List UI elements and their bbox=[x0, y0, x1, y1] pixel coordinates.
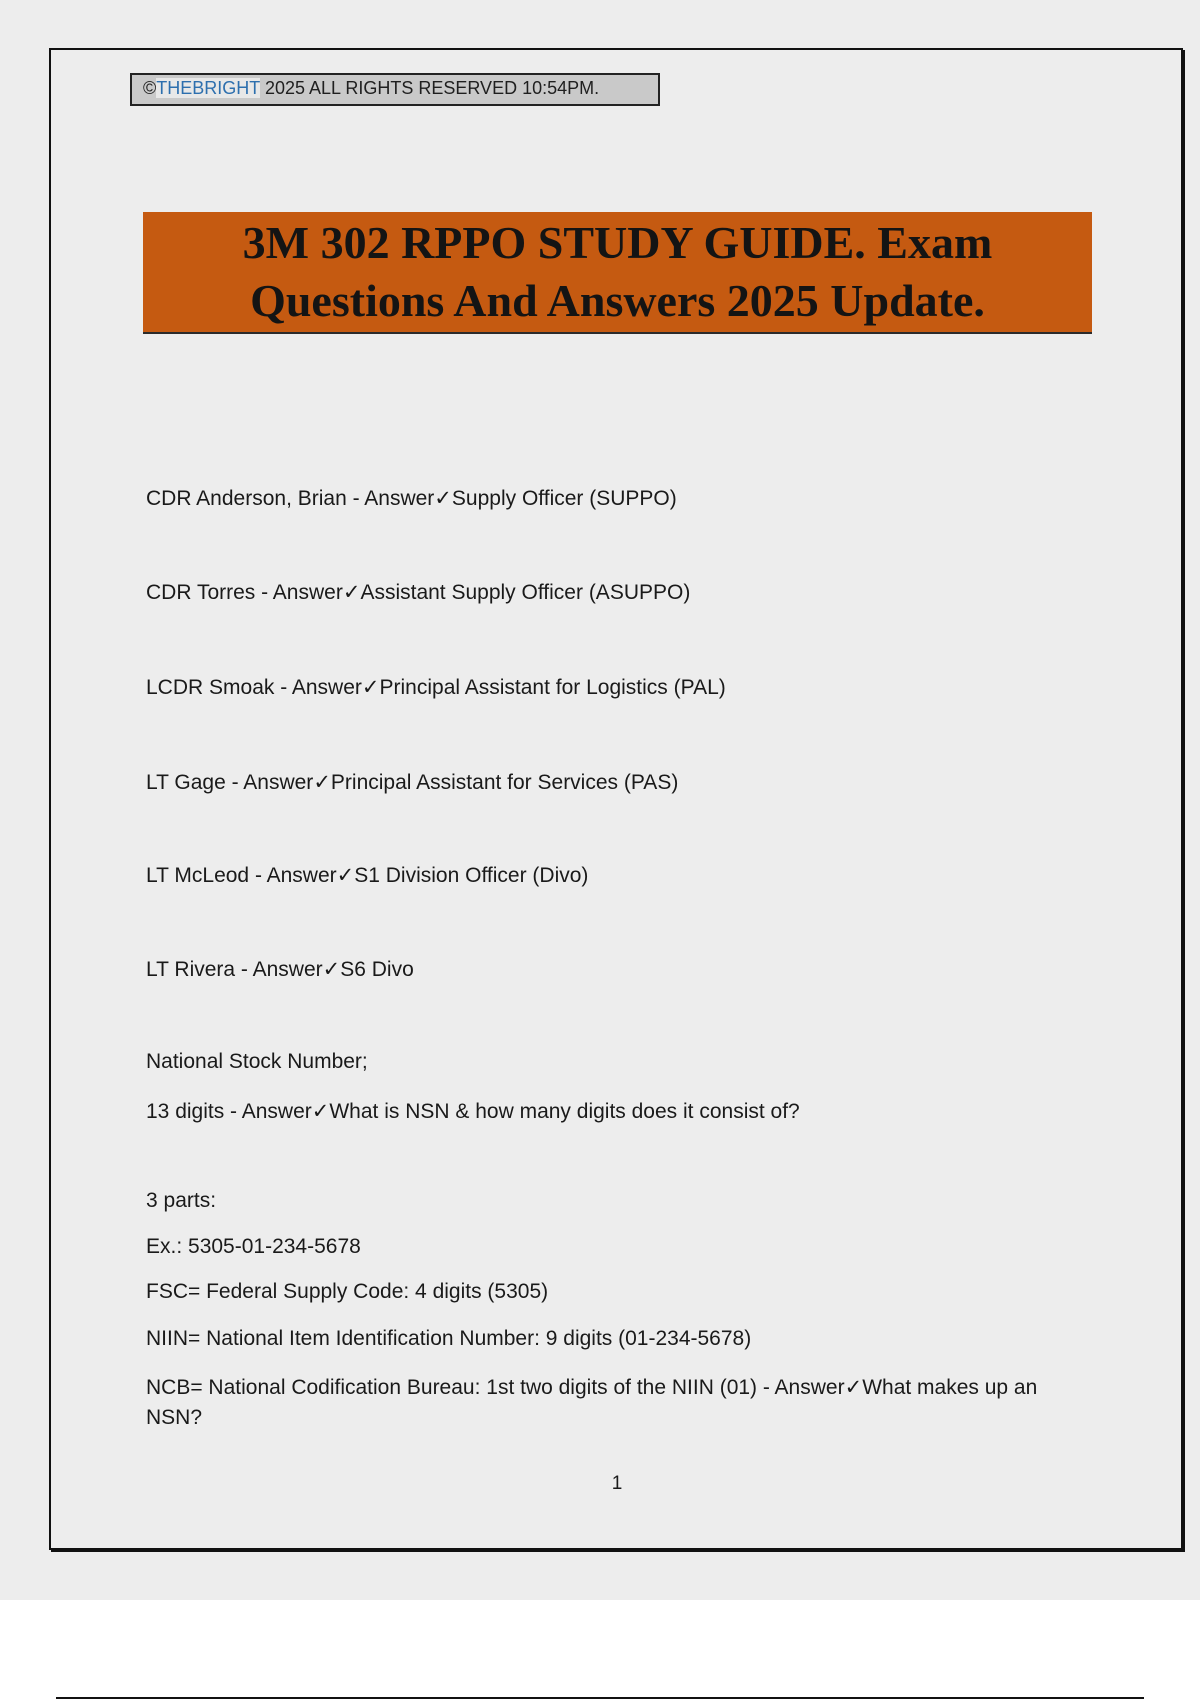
qa-entry-mcleod bbox=[146, 860, 1096, 891]
checkmark-icon: ✓ bbox=[311, 1099, 330, 1123]
entry-question: LT McLeod - Answer bbox=[146, 864, 337, 887]
footer-divider bbox=[56, 1697, 1144, 1699]
qa-entry-nsn bbox=[146, 1096, 1096, 1127]
qa-entry-gage bbox=[146, 767, 1096, 798]
copyright-text: 2025 ALL RIGHTS RESERVED 10:54PM. bbox=[259, 78, 600, 98]
entry-question: LCDR Smoak - Answer bbox=[146, 676, 362, 699]
checkmark-icon: ✓ bbox=[361, 675, 380, 699]
copyright-symbol: © bbox=[143, 78, 157, 98]
entry-answer: What is NSN & how many digits does it consist of? bbox=[329, 1100, 800, 1123]
copyright-header bbox=[130, 73, 660, 106]
fsc-definition: FSC= Federal Supply Code: 4 digits (5305) bbox=[146, 1280, 549, 1303]
checkmark-icon: ✓ bbox=[844, 1375, 863, 1399]
checkmark-icon: ✓ bbox=[322, 957, 341, 981]
title-line-1: 3M 302 RPPO STUDY GUIDE. Exam bbox=[242, 217, 993, 268]
title-banner bbox=[143, 212, 1092, 334]
entry-answer: Principal Assistant for Services (PAS) bbox=[330, 771, 679, 794]
brand-link[interactable]: THEBRIGHT bbox=[156, 78, 260, 98]
checkmark-icon: ✓ bbox=[434, 486, 452, 510]
entry-answer: Assistant Supply Officer (ASUPPO) bbox=[360, 581, 691, 604]
qa-entry-anderson bbox=[146, 483, 1096, 514]
qa-entry-ncb bbox=[146, 1372, 1096, 1433]
entry-question: LT Gage - Answer bbox=[146, 771, 314, 794]
checkmark-icon: ✓ bbox=[336, 863, 355, 887]
nsn-definition-line: National Stock Number; bbox=[146, 1050, 368, 1073]
entry-answer: Supply Officer (SUPPO) bbox=[451, 487, 677, 510]
nsn-parts-heading: 3 parts: bbox=[146, 1189, 217, 1212]
entry-answer: What makes up an NSN? bbox=[146, 1376, 1038, 1429]
entry-answer: Principal Assistant for Logistics (PAL) bbox=[379, 676, 726, 699]
checkmark-icon: ✓ bbox=[342, 580, 361, 604]
entry-question: 13 digits - Answer bbox=[146, 1100, 312, 1123]
entry-question: NCB= National Codification Bureau: 1st two digits of the NIIN (01) - Answer bbox=[146, 1376, 845, 1399]
title-line-2: Questions And Answers 2025 Update. bbox=[250, 275, 985, 326]
qa-entry-rivera bbox=[146, 954, 1096, 985]
entry-question: CDR Anderson, Brian - Answer bbox=[146, 487, 435, 510]
niin-definition: NIIN= National Item Identification Number: 9 digits (01-234-5678) bbox=[146, 1327, 752, 1350]
qa-entry-torres bbox=[146, 577, 1096, 608]
checkmark-icon: ✓ bbox=[313, 770, 331, 794]
entry-question: CDR Torres - Answer bbox=[146, 581, 343, 604]
entry-answer: S1 Division Officer (Divo) bbox=[354, 864, 589, 887]
page-number: 1 bbox=[611, 1473, 623, 1494]
entry-question: LT Rivera - Answer bbox=[146, 958, 323, 981]
nsn-example: Ex.: 5305-01-234-5678 bbox=[146, 1235, 361, 1258]
entry-answer: S6 Divo bbox=[340, 958, 414, 981]
document-title bbox=[243, 214, 993, 330]
qa-entry-smoak bbox=[146, 672, 1096, 703]
